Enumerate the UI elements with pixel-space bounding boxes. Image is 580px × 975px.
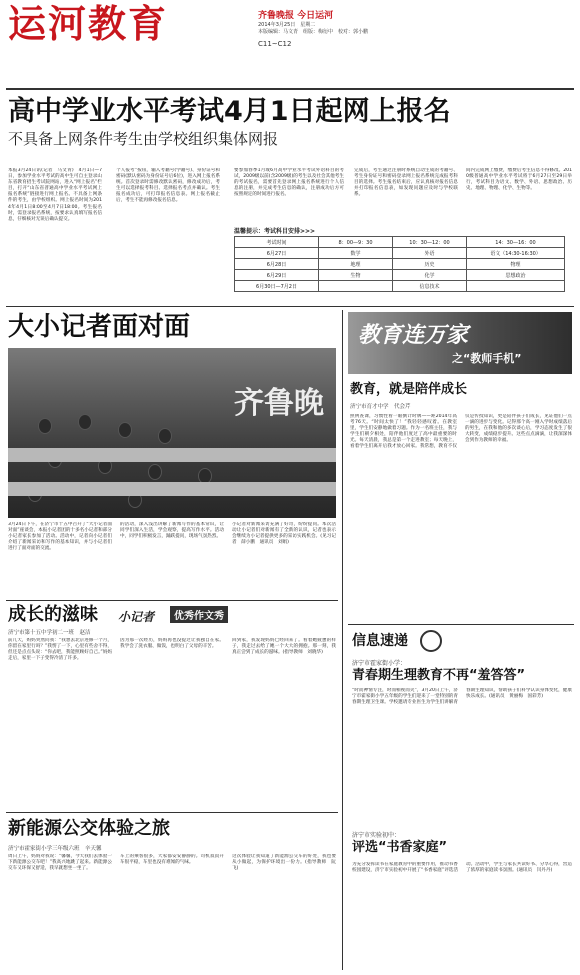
- growth-headline: 成长的滋味: [8, 604, 98, 625]
- masthead-divider: [6, 88, 574, 90]
- growth-byline: 济宁市第十五中学初二一班 赵洁: [8, 630, 91, 636]
- schedule-header-row: [235, 237, 565, 248]
- schedule-header-cell: 8：00—9：30: [319, 237, 393, 248]
- reporters-body-right: 小记者对新闻采访充满了好奇，纷纷提问。本次活动让小记者们对新闻有了全新的认识，记者也表示会继续为小记者提供更多的采访实践机会。(见习记者 薛小鹏 通讯员 刘娟): [232, 522, 336, 546]
- bus-byline: 济宁市霍家街小学三年级六班 辛天馨: [8, 846, 102, 852]
- schedule-cell: 6月30日—7月2日: [235, 281, 319, 292]
- growth-badge-2: 优秀作文秀: [170, 606, 228, 623]
- masthead-title: 运河教育: [8, 1, 169, 46]
- schedule-cell: [319, 281, 393, 292]
- schedule-cell: 6月27日: [235, 248, 319, 259]
- news-item1-byline: 济宁市霍家街小学：: [352, 660, 407, 667]
- schedule-cell: 物理: [467, 259, 565, 270]
- news-item1-body: “时而神情专注，时而相视而笑”，3月20日上午，济宁市霍家街小学五年级的学生们迎来了一堂特别的青春期生理卫生课。学校邀请专业医生为学生们讲解青春期生理知识，帮助孩子们科学认识身体变化，健康快乐成长。(通讯员 黄丽梅 国彩芳): [352, 688, 572, 706]
- reporters-body-mid: 的活动，深入浅出讲解了新闻写作的基本常识，让同学们深入生活，学会观察，提高写作水平。活动中，同学们积极发言，踊跃提问，现场气氛热烈。: [120, 522, 224, 540]
- news-item2-body: 为充分发挥读书在家庭教育中的重要作用，推动书香校园建设，济宁市实验初中开展了“书香家庭”评选活动。活动中，学生与家长共读好书、分享心得，营造了浓厚的家庭读书氛围。(通讯员 闫丹丹): [352, 862, 572, 874]
- schedule-cell: [467, 281, 565, 292]
- schedule-cell: 语文（14:30-16:30）: [467, 248, 565, 259]
- swirl-icon: [420, 630, 442, 652]
- masthead-credits: 本版编辑：马文青 组版：梅衍中 校对：郭小鹏: [258, 29, 369, 35]
- schedule-cell: 地理: [319, 259, 393, 270]
- lead-column-3: 要参加春季1月或6月高中学业水平考试外语科目的考试，2009级以前(含2009级)的考生以及社会其他考生的考试报名，需要首先登录网上报名系统进行个人信息的注册，并完成考生信息的确认，注册成功后方可按照规定的时间进行报名。: [234, 168, 344, 198]
- schedule-cell: 6月28日: [235, 259, 319, 270]
- page-numbers: C11~C12: [258, 40, 292, 48]
- masthead-date: 2014年3月25日 星期二: [258, 22, 316, 28]
- schedule-header-cell: 14：30—16：00: [467, 237, 565, 248]
- lead-column-2: 个人报考”按钮，输入考籍号(学籍号)、身份证号和密码(默认密码为身份证号后6位)，进入网上报名系统。首次登录时需修改默认密码，修改成功后，考生可以选择报考科目、选择报名考点并确认。考生报名成功后，可打印报名信息表。网上报名截止后，考生不能再修改报名信息。: [116, 168, 220, 204]
- lead-column-1: 本报3月24日讯(记者 马文青) 4月1日—7日，参加学业水平考试的高中生可自主登录山东省教育招生考试院网站，进入“网上报名”栏目，打开“山东省普通高中学业水平考试网上报名系统”链接进行网上报名。不具备上网条件的考生，由学校组织。网上报名时间为2014年4月1日8:00至4月7日18:00。考生报名时，需登录报名系统，按要求认真填写报名信息，仔细核对无误后确认提交。: [8, 168, 102, 222]
- bus-column-3: 这次体验让我知道了新能源公交车的好处，我也要从小做起，为保护环境出一份力。(指导教师 阮飞): [232, 854, 336, 872]
- column-banner: [348, 312, 572, 374]
- schedule-cell: 6月29日: [235, 270, 319, 281]
- schedule-header-cell: 考试时间: [235, 237, 319, 248]
- masthead-meta: [258, 22, 368, 36]
- schedule-row: [235, 248, 565, 259]
- section-divider: [6, 600, 338, 601]
- schedule-cell: 外语: [393, 248, 467, 259]
- news-divider: [348, 624, 574, 625]
- schedule-header-cell: 10：30—12：00: [393, 237, 467, 248]
- lead-column-5: 间内完成网上缴费，缴费后考生信息不得修改。2010级普通高中学业水平考试将于6月27日至29日举行，考试科目为语文、数学、外语、思想政治、历史、地理、物理、化学、生物等。: [466, 168, 572, 192]
- lead-headline: 高中学业水平考试4月1日起网上报名: [8, 96, 451, 127]
- news-item2-byline: 济宁市实验初中：: [352, 832, 401, 839]
- column-headline: 教育，就是陪伴成长: [350, 382, 468, 397]
- section-divider: [6, 306, 574, 307]
- bus-headline: 新能源公交体验之旅: [8, 818, 170, 839]
- schedule-cell: 化学: [393, 270, 467, 281]
- schedule-cell: 生物: [319, 270, 393, 281]
- reporters-photo: [8, 348, 336, 518]
- growth-column-2: 因为那一次经历，妈妈再也没提过让我独自在家。我学会了洗衣服、做饭，也明白了父母的辛苦。: [120, 638, 224, 650]
- schedule-caption: 温馨提示：考试科目安排>>>: [234, 228, 316, 235]
- column-brand: 教育连万家: [358, 322, 469, 348]
- growth-badge: 小记者: [118, 610, 155, 624]
- schedule-row: [235, 270, 565, 281]
- photo-banner-text: 齐鲁晚: [234, 386, 324, 421]
- schedule-cell: 信息技术: [393, 281, 467, 292]
- bus-column-1: 周日上午，妈妈对我说：“馨馨，今天我们去体验一下新能源公交车吧！”我高兴地跳了起来。新能源公交车又环保又舒适，我早就想坐一坐了。: [8, 854, 112, 872]
- column-sub: 之“教师手机”: [452, 352, 522, 365]
- schedule-row: [235, 259, 565, 270]
- reporters-body-left: 3月24日下午，在济宁市十五中召开了“大小记者面对面”座谈会，本报小记者团的十多名小记者和部分小记者家长参加了活动。活动中，记者向小记者们介绍了新闻采访和写作的基本知识，并与小记者们进行了面对面的交流。: [8, 522, 112, 552]
- column-body: 照例查课，习惯性看一眼倒计时牌——距2014年高考76天。“时间太快了！”我轻轻感叹着。在教室里，学生们安静地做着习题。作为一名班主任，我与学生们朝夕相处，陪伴他们度过了高中最重要的时光。每天清晨，我总是第一个走进教室；每天晚上，看着学生们离开后我才放心回家。我常想，教育不仅仅是传授知识，更是陪伴孩子们成长，见证他们一点一滴的进步与变化。记得那个高一刚入学时成绩落后的男生，在我和他的多次谈心后，学习态度发生了很大转变，成绩稳步提升。这些点点滴滴，让我深深体会到作为教师的幸福。: [350, 414, 572, 450]
- news-section-title: 信息速递: [352, 633, 408, 649]
- news-item2-headline: 评选“书香家庭”: [352, 840, 448, 855]
- lead-subhead: 不具备上网条件考生由学校组织集体网报: [8, 130, 279, 148]
- schedule-cell: 数学: [319, 248, 393, 259]
- section-divider: [6, 812, 338, 813]
- schedule-row: [235, 281, 565, 292]
- schedule-cell: 历史: [393, 259, 467, 270]
- schedule-table: [234, 236, 565, 292]
- column-divider: [342, 310, 343, 970]
- lead-column-4: 完成后，考生通过注册时系统自动生成的考籍号、考生身份证号和密码登录网上报名系统完成报考科目的选择。考生报名结束后，应认真核对报名信息并打印报名信息表，如发现问题应及时与学校联系。: [354, 168, 458, 198]
- reporters-headline: 大小记者面对面: [8, 312, 191, 342]
- growth-column-1: 前几天，妈妈突然问我：“我想去北京进修一个月，你留在家里行吗？”我愣了一下，心里有些舍不得，但还是点点头说：“你去吧，我能照顾好自己。”妈妈走后，家里一下子变得冷清了许多。: [8, 638, 112, 662]
- bus-column-2: 车上的乘客很多，大家都安安静静的。司机叔叔开车很平稳，车里也没有难闻的气味。: [120, 854, 224, 866]
- schedule-cell: 思想政治: [467, 270, 565, 281]
- news-item1-headline: 青春期生理教育不再“羞答答”: [352, 668, 526, 683]
- column-byline: 济宁市育才中学 代会芹: [350, 404, 411, 410]
- growth-column-3: 回到家，我发现妈妈已经回来了。看着她疲惫的样子，我走过去给了她一个大大的拥抱。那一刻，我真正尝到了成长的滋味。(指导教师 刘晓华): [232, 638, 336, 656]
- newspaper-brand: 齐鲁晚报 今日运河: [258, 11, 334, 21]
